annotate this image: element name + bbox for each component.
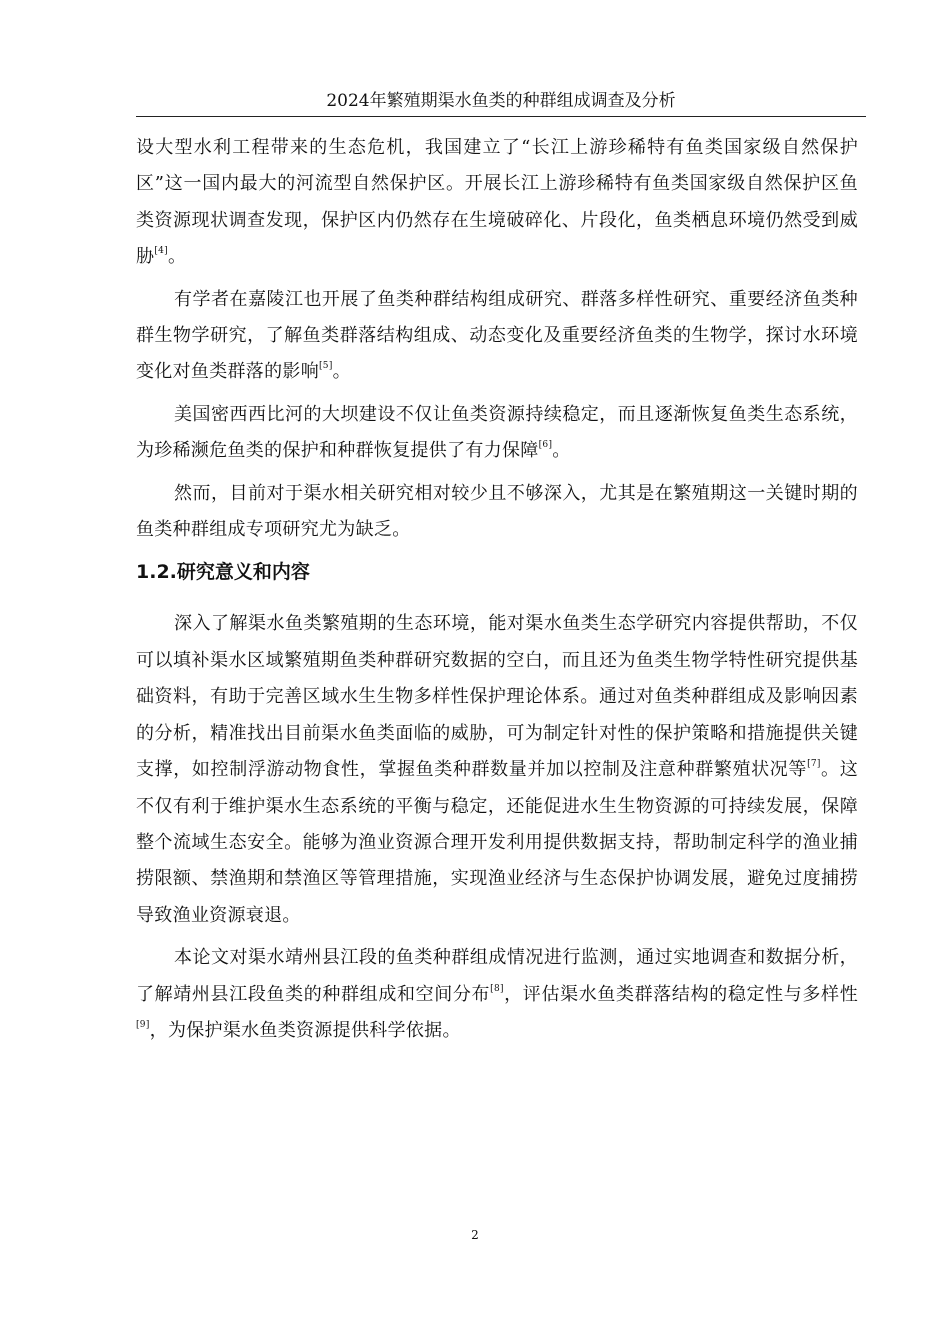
running-header: 2024年繁殖期渠水鱼类的种群组成调查及分析: [326, 91, 676, 111]
citation-ref: [4]: [154, 246, 168, 257]
paragraph-tail: 。: [332, 361, 351, 383]
paragraph-text: 深入了解渠水鱼类繁殖期的生态环境，能对渠水鱼类生态学研究内容提供帮助，不仅可以填补渠水区域繁殖期鱼类种群研究数据的空白，而且还为鱼类生物学特性研究提供基础资料，有助于完善区域水生生物多样性保护理论体系。通过对鱼类种群组成及影响因素的分析，精准找出目前渠水鱼类面临的威胁，可为制定针对性的保护策略和措施提供关键支撑，如控制浮游动物食性，掌握鱼类种群数量并加以控制及注意种群繁殖状况等: [136, 613, 858, 781]
paragraph-tail: 。: [167, 246, 187, 268]
paragraph: [136, 282, 858, 391]
paragraph: [136, 476, 858, 549]
paragraph-tail: 。这不仅有利于维护渠水生态系统的平衡与稳定，还能促进水生生物资源的可持续发展，保障整个流域生态安全。能够为渔业资源合理开发利用提供数据支持，帮助制定科学的渔业捕捞限额、禁渔期和禁渔区等管理措施，实现渔业经济与生态保护协调发展，避免过度捕捞导致渔业资源衰退。: [136, 759, 858, 926]
page-body: [136, 130, 858, 1055]
paragraph-text: 设大型水利工程带来的生态危机，我国建立了“长江上游珍稀特有鱼类国家级自然保护区”这一国内最大的河流型自然保护区。开展长江上游珍稀特有鱼类国家级自然保护区鱼类资源现状调查发现，保护区内仍然存在生境破碎化、片段化，鱼类栖息环境仍然受到威胁: [136, 137, 858, 268]
citation-ref: [5]: [319, 361, 333, 372]
paragraph-text: 本论文对渠水靖州县江段的鱼类种群组成情况进行监测，通过实地调查和数据分析，了解靖州县江段鱼类的种群组成和空间分布: [136, 947, 858, 1005]
paragraph-text: 美国密西西比河的大坝建设不仅让鱼类资源持续稳定，而且逐渐恢复鱼类生态系统，为珍稀濒危鱼类的保护和种群恢复提供了有力保障: [136, 403, 858, 462]
paragraph-tail: ，为保护渠水鱼类资源提供科学依据。: [149, 1019, 461, 1041]
page-number: 2: [471, 1228, 479, 1242]
paragraph-text: 有学者在嘉陵江也开展了鱼类种群结构组成研究、群落多样性研究、重要经济鱼类种群生物学研究，了解鱼类群落结构组成、动态变化及重要经济鱼类的生物学，探讨水环境变化对鱼类群落的影响: [136, 288, 858, 383]
header-rule: [136, 116, 866, 117]
section-heading: 1.2.研究意义和内容: [136, 561, 310, 584]
citation-ref: [9]: [136, 1019, 150, 1030]
citation-ref: [7]: [807, 759, 821, 770]
paragraph-tail: ，评估渠水鱼类群落结构的稳定性与多样性: [503, 983, 858, 1005]
paragraph: [136, 606, 858, 934]
paragraph-tail: 。: [552, 440, 571, 462]
citation-ref: [6]: [538, 440, 553, 451]
paragraph: [136, 397, 858, 470]
paragraph-text: 然而，目前对于渠水相关研究相对较少且不够深入，尤其是在繁殖期这一关键时期的鱼类种群组成专项研究尤为缺乏。: [136, 482, 858, 541]
citation-ref: [8]: [490, 983, 504, 994]
paragraph: [136, 940, 858, 1049]
paragraph-continued: [136, 130, 858, 276]
